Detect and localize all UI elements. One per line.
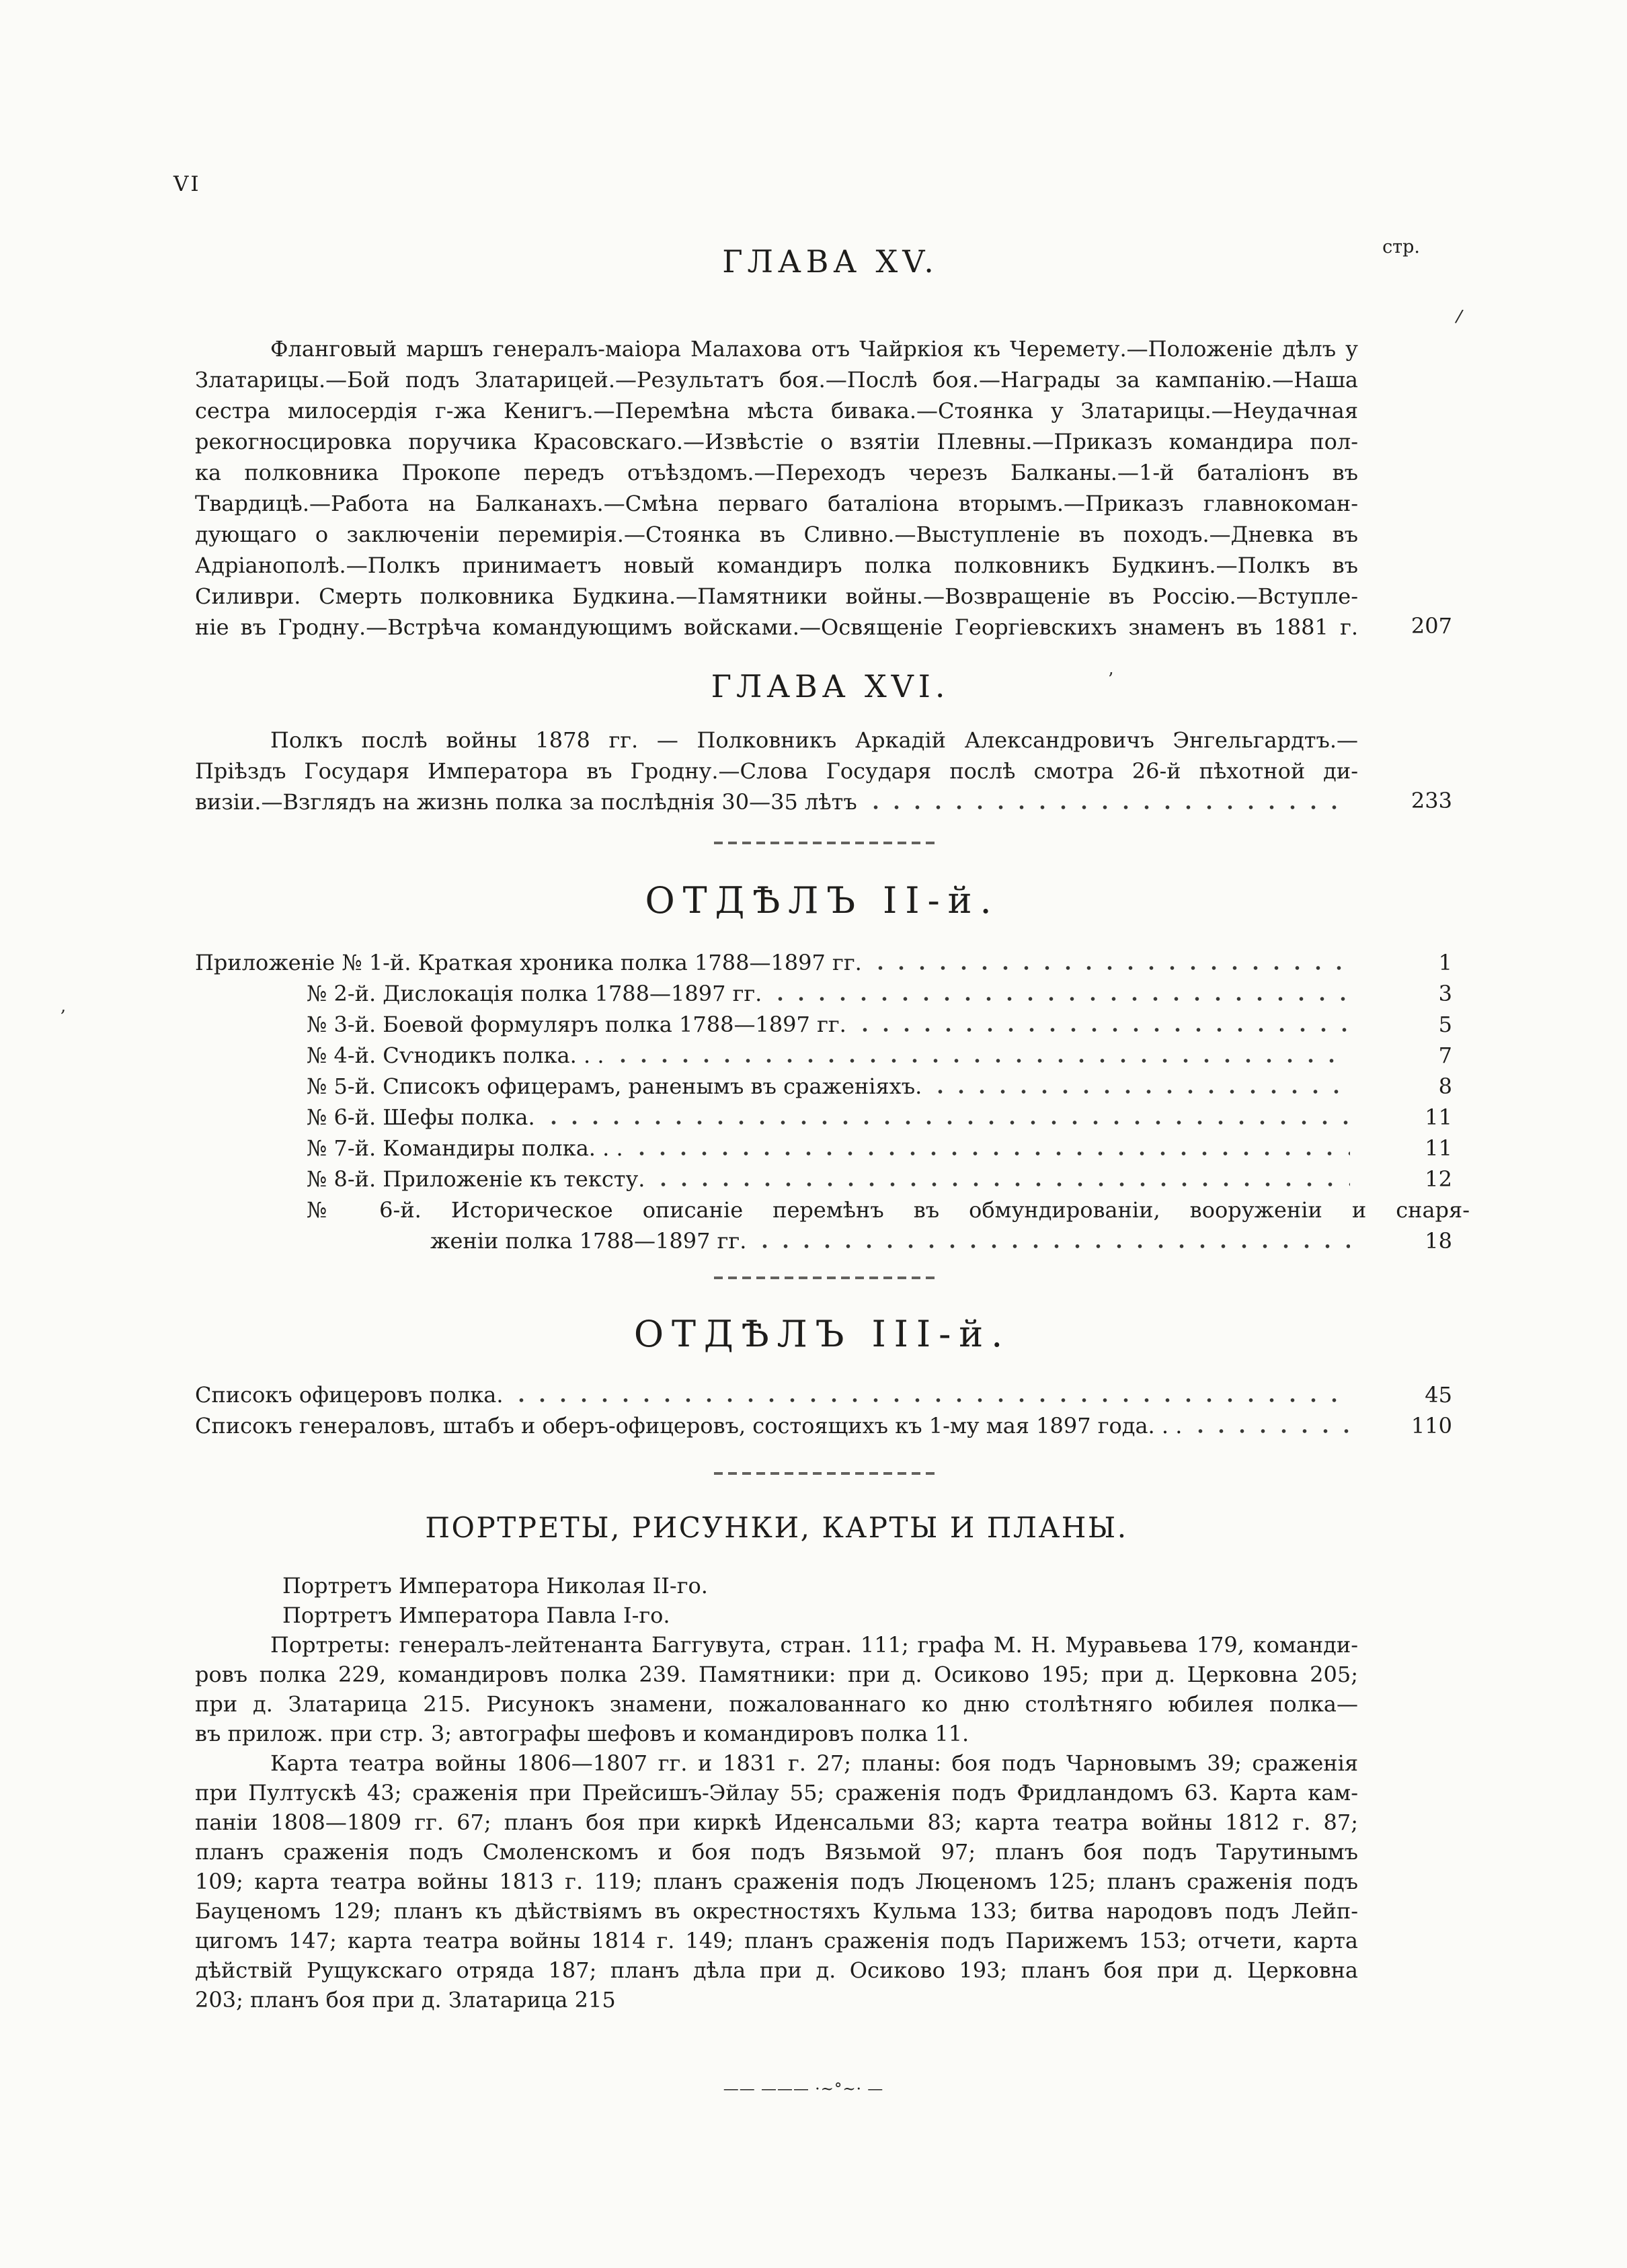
plates-line: ровъ полка 229, командировъ полка 239. Памятники: при д. Осиково 195; при д. Церковна 205; <box>195 1662 1358 1687</box>
scan-speck: ’ <box>1108 670 1114 690</box>
dot-leader <box>1189 1410 1350 1441</box>
appendix-label: № 4-й. Сѵнодикъ полка. . . <box>307 1043 604 1068</box>
toc-line: дующаго о заключеніи перемирія.—Стоянка въ Сливно.—Выступленіе въ походъ.—Дневка въ <box>195 522 1358 547</box>
toc-line: Силиври. Смерть полковника Будкина.—Памятники войны.—Возвращеніе въ Россію.—Вступле- <box>195 583 1358 609</box>
plates-line: Портретъ Императора Павла I-го. <box>282 1603 670 1628</box>
plates-line: дѣйствій Рущукскаго отряда 187; планъ дѣла при д. Осиково 193; планъ боя при д. Церковна <box>195 1957 1358 1983</box>
chapter-16-page-number: 233 <box>1411 788 1452 813</box>
appendix-label: № 8-й. Приложеніе къ тексту. <box>307 1166 645 1192</box>
plates-line: планъ сраженія подъ Смоленскомъ и боя подъ Вязьмой 97; планъ боя подъ Тарутинымъ <box>195 1839 1358 1865</box>
appendix-label: № 2-й. Дислокація полка 1788—1897 гг. <box>307 981 762 1006</box>
plates-line: Карта театра войны 1806—1807 гг. и 1831 г. 27; планы: боя подъ Чарновымъ 39; сраженія <box>270 1750 1358 1776</box>
toc-label: Списокъ генераловъ, штабъ и оберъ-офицеровъ, состоящихъ къ 1-му мая 1897 года. . . <box>195 1413 1183 1439</box>
toc-line: Златарицы.—Бой подъ Златарицей.—Результатъ боя.—Послѣ боя.—Награды за кампанію.—Наша <box>195 367 1358 393</box>
plates-line: въ прилож. при стр. 3; автографы шефовъ и командировъ полка 11. <box>195 1721 969 1746</box>
toc-label: Списокъ офицеровъ полка. <box>195 1382 504 1408</box>
plates-line: Бауценомъ 129; планъ къ дѣйствіямъ въ окрестностяхъ Кульма 133; битва народовъ подъ Лейп- <box>195 1898 1358 1924</box>
appendix-row <box>195 1102 1452 1133</box>
section-3-heading: ОТДѢЛЪ III-й. <box>633 1313 1011 1355</box>
plates-line: при д. Златарица 215. Рисунокъ знамени, пожалованнаго ко дню столѣтняго юбилея полка— <box>195 1691 1358 1717</box>
plates-line: Портретъ Императора Николая II-го. <box>282 1573 708 1598</box>
appendix-page-number: 1 <box>1438 950 1452 975</box>
chapter-15-heading: ГЛАВА XV. <box>722 243 939 280</box>
dot-leader <box>651 1164 1350 1194</box>
plates-line: при Пултускѣ 43; сраженія при Прейсишъ-Эйлау 55; сраженія подъ Фридландомъ 63. Карта кам- <box>195 1780 1358 1806</box>
appendix-page-number: 7 <box>1438 1043 1452 1068</box>
toc-line: Фланговый маршъ генералъ-маіора Малахова отъ Чайркіоя къ Черемету.—Положеніе дѣлъ у <box>270 336 1358 362</box>
dot-leader <box>611 1040 1351 1071</box>
toc-page-number: 45 <box>1425 1382 1452 1408</box>
appendix-row <box>195 1009 1452 1040</box>
dot-leader <box>542 1102 1350 1133</box>
toc-line: Адріанополѣ.—Полкъ принимаетъ новый командиръ полка полковникъ Будкинъ.—Полкъ въ <box>195 553 1358 578</box>
toc-page-number: 110 <box>1411 1413 1452 1439</box>
appendix-page-number: 11 <box>1425 1135 1452 1161</box>
toc-line: Полкъ послѣ войны 1878 гг. — Полковникъ Аркадій Александровичъ Энгельгардтъ.— <box>270 727 1358 753</box>
dot-leader <box>630 1133 1350 1164</box>
appendix-row <box>195 947 1452 978</box>
plates-line: Портреты: генералъ-лейтенанта Баггувута, стран. 111; графа М. Н. Муравьева 179, команди- <box>270 1632 1358 1658</box>
section-divider <box>714 1277 936 1279</box>
page-body <box>195 0 1470 2098</box>
page-column-header: стр. <box>1382 237 1420 257</box>
appendix-row <box>195 1071 1452 1102</box>
dot-leader <box>853 1009 1350 1040</box>
section-divider <box>714 842 936 844</box>
section-divider <box>714 1472 936 1475</box>
appendix-row <box>195 1164 1452 1194</box>
toc-row <box>195 1379 1452 1410</box>
appendix-label: женіи полка 1788—1897 гг. <box>430 1228 747 1254</box>
plates-line: 203; планъ боя при д. Златарица 215 <box>195 1987 616 2013</box>
dot-leader <box>864 786 1343 817</box>
toc-line: рекогносцировка поручика Красовскаго.—Извѣстіе о взятіи Плевны.—Приказъ командира пол- <box>195 429 1358 454</box>
appendix-page-number: 12 <box>1425 1166 1452 1192</box>
appendix-label: № 6-й. Историческое описаніе перемѣнъ въ обмундированіи, вооруженіи и снаря- <box>307 1197 1470 1223</box>
dot-leader <box>753 1225 1350 1256</box>
plates-line: цигомъ 147; карта театра войны 1814 г. 149; планъ сраженія подъ Парижемъ 153; отчети, карта <box>195 1928 1358 1953</box>
appendix-page-number: 3 <box>1438 981 1452 1006</box>
scan-speck: / <box>1454 306 1464 327</box>
page-folio: VI <box>173 172 201 196</box>
chapter-16-summary <box>195 725 1452 817</box>
appendix-page-number: 5 <box>1438 1012 1452 1037</box>
appendix-page-number: 8 <box>1438 1074 1452 1099</box>
toc-row <box>195 1410 1452 1441</box>
tailpiece-ornament: —— ——— ·~°~· — <box>723 2080 884 2098</box>
toc-line: визіи.—Взглядъ на жизнь полка за послѣднія 30—35 лѣтъ <box>195 789 857 815</box>
plates-heading: ПОРТРЕТЫ, РИСУНКИ, КАРТЫ И ПЛАНЫ. <box>425 1511 1128 1544</box>
plates-line: 109; карта театра войны 1813 г. 119; планъ сраженія подъ Люценомъ 125; планъ сраженія подъ <box>195 1869 1358 1894</box>
plates-list <box>195 1571 1358 2015</box>
toc-line: ка полковника Прокопе передъ отъѣздомъ.—Переходъ черезъ Балканы.—1-й баталіонъ въ <box>195 460 1358 485</box>
appendix-label: № 6-й. Шефы полка. <box>307 1104 535 1130</box>
appendix-label: Приложеніе № 1-й. Краткая хроника полка 1788—1897 гг. <box>195 950 862 975</box>
dot-leader <box>768 978 1350 1009</box>
appendix-row <box>195 1040 1452 1071</box>
toc-line: сестра милосердія г-жа Кенигъ.—Перемѣна мѣста бивака.—Стоянка у Златарицы.—Неудачная <box>195 398 1358 423</box>
appendix-row <box>195 978 1452 1009</box>
appendix-row <box>195 1133 1452 1164</box>
appendix-list <box>195 947 1470 1256</box>
chapter-15-summary <box>195 333 1452 643</box>
chapter-15-page-number: 207 <box>1411 613 1452 639</box>
toc-line: Пріѣздъ Государя Императора въ Гродну.—Слова Государя послѣ смотра 26-й пѣхотной ди- <box>195 758 1358 784</box>
appendix-page-number: 11 <box>1425 1104 1452 1130</box>
appendix-label: № 5-й. Списокъ офицерамъ, раненымъ въ сраженіяхъ. <box>307 1074 922 1099</box>
dot-leader <box>510 1379 1350 1410</box>
toc-line: ніе въ Гродну.—Встрѣча командующимъ войсками.—Освященіе Георгіевскихъ знаменъ въ 1881 г. <box>195 614 1358 640</box>
appendix-label: № 7-й. Командиры полка. . . <box>307 1135 623 1161</box>
section-2-heading: ОТДѢЛЪ II-й. <box>645 879 1000 922</box>
appendix-label: № 3-й. Боевой формуляръ полка 1788—1897 гг. <box>307 1012 846 1037</box>
dot-leader <box>869 947 1350 978</box>
officers-list <box>195 1379 1452 1441</box>
dot-leader <box>928 1071 1350 1102</box>
toc-line: Твардицѣ.—Работа на Балканахъ.—Смѣна перваго баталіона вторымъ.—Приказъ главнокоман- <box>195 491 1358 516</box>
appendix-row <box>195 1225 1452 1256</box>
scan-speck: , <box>61 996 67 1016</box>
chapter-16-heading: ГЛАВА XVI. <box>711 668 950 704</box>
appendix-page-number: 18 <box>1425 1228 1452 1254</box>
plates-line: паніи 1808—1809 гг. 67; планъ боя при киркѣ Иденсальми 83; карта театра войны 1812 г. 87; <box>195 1810 1358 1835</box>
